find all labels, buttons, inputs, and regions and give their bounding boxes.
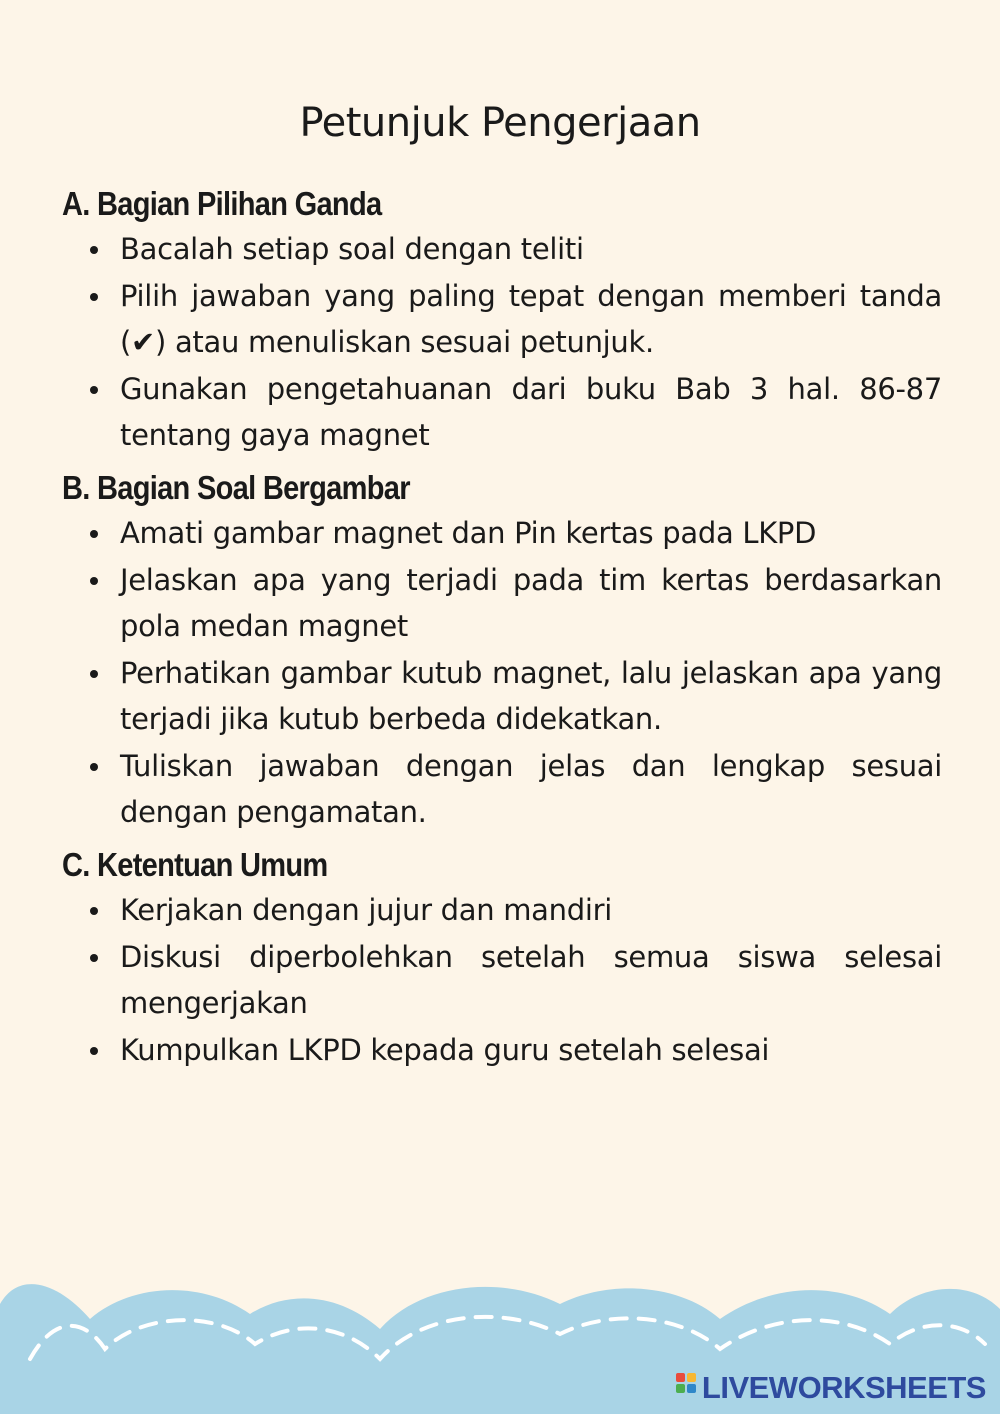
- list-item: Kumpulkan LKPD kepada guru setelah selesai: [62, 1027, 942, 1074]
- list-item: Diskusi diperbolehkan setelah semua siswa selesai mengerjakan: [62, 934, 942, 1027]
- bullet-icon: [90, 670, 98, 678]
- bullet-icon: [90, 530, 98, 538]
- bullet-icon: [90, 763, 98, 771]
- brand-logo: [676, 1370, 986, 1406]
- bullet-icon: [90, 577, 98, 585]
- bullet-icon: [90, 954, 98, 962]
- section-heading: B. Bagian Soal Bergambar: [62, 469, 410, 506]
- list-item: Bacalah setiap soal dengan teliti: [62, 226, 942, 273]
- list-item: Gunakan pengetahuanan dari buku Bab 3 hal. 86-87 tentang gaya magnet: [62, 366, 942, 459]
- section-heading: A. Bagian Pilihan Ganda: [62, 185, 382, 222]
- list-item: Tuliskan jawaban dengan jelas dan lengkap sesuai dengan pengamatan.: [62, 743, 942, 836]
- list-item: Pilih jawaban yang paling tepat dengan memberi tanda (✔) atau menuliskan sesuai petunjuk.: [62, 273, 942, 366]
- section-picture-questions: [62, 466, 942, 836]
- brand-name: LIVEWORKSHEETS: [701, 1370, 986, 1405]
- instruction-list: [62, 226, 942, 459]
- bullet-icon: [90, 293, 98, 301]
- list-item: Jelaskan apa yang terjadi pada tim kertas berdasarkan pola medan magnet: [62, 557, 942, 650]
- section-general-rules: [62, 843, 942, 1073]
- liveworksheets-icon: [676, 1373, 698, 1403]
- bullet-icon: [90, 386, 98, 394]
- list-item: Kerjakan dengan jujur dan mandiri: [62, 887, 942, 934]
- list-item: Perhatikan gambar kutub magnet, lalu jelaskan apa yang terjadi jika kutub berbeda didekatkan.: [62, 650, 942, 743]
- page-title: Petunjuk Pengerjaan: [299, 100, 701, 146]
- section-heading: C. Ketentuan Umum: [62, 846, 328, 883]
- bullet-icon: [90, 246, 98, 254]
- bullet-icon: [90, 1047, 98, 1055]
- instruction-list: [62, 887, 942, 1073]
- list-item: Amati gambar magnet dan Pin kertas pada LKPD: [62, 510, 942, 557]
- section-multiple-choice: [62, 182, 942, 459]
- bullet-icon: [90, 907, 98, 915]
- instruction-list: [62, 510, 942, 836]
